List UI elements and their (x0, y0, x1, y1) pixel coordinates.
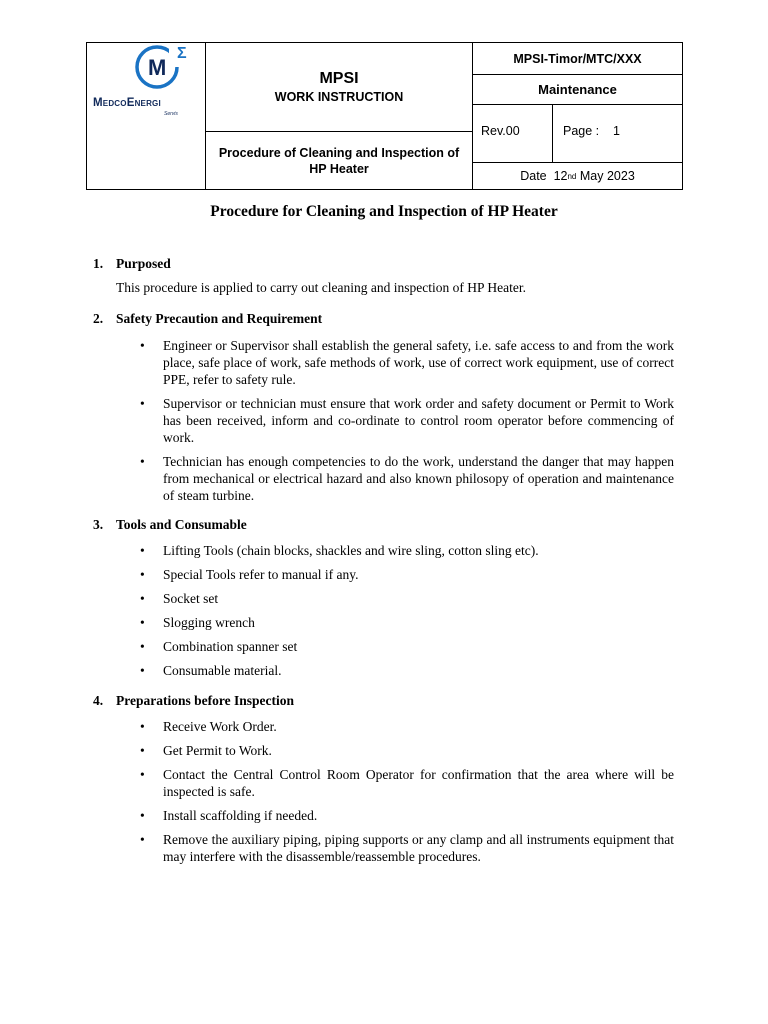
list-item: • Combination spanner set (140, 638, 674, 655)
list-item: • Contact the Central Control Room Operator for confirmation that the area where will be inspected is safe. (140, 766, 674, 800)
section-title: Preparations before Inspection (116, 693, 294, 708)
list-item: • Special Tools refer to manual if any. (140, 566, 674, 583)
section-4-heading (93, 693, 294, 709)
svg-text:M: M (148, 55, 167, 80)
svg-text:Σ: Σ (177, 45, 187, 62)
date-day: 12 (553, 169, 568, 183)
section-number: 1. (93, 256, 104, 271)
list-item: • Receive Work Order. (140, 718, 674, 735)
section-2-list (140, 337, 674, 504)
section-title: Tools and Consumable (116, 517, 247, 532)
list-item: • Socket set (140, 590, 674, 607)
section-1-text: This procedure is applied to carry out cleaning and inspection of HP Heater. (116, 280, 526, 295)
section-2-heading (93, 311, 322, 327)
department: Maintenance (473, 75, 682, 105)
section-title: Purposed (116, 256, 171, 271)
logo-name: MedcoEnergi (93, 97, 161, 109)
section-1-heading (93, 256, 171, 272)
medcoenergi-logo-icon (131, 43, 201, 93)
document-header (86, 42, 683, 190)
section-3-list (140, 542, 674, 679)
list-item: • Install scaffolding if needed. (140, 807, 674, 824)
date-label: Date (520, 169, 547, 183)
document-title: Procedure for Cleaning and Inspection of HP Heater (210, 203, 558, 220)
list-item: • Engineer or Supervisor shall establish the general safety, i.e. safe access to and from the work place, safe place of work, safe methods of work, use of correct work equipment, use of correct PPE, refer to safety rule. (140, 337, 674, 388)
date (473, 163, 682, 189)
title-cell (206, 43, 473, 132)
section-number: 4. (93, 693, 104, 708)
list-item: • Get Permit to Work. (140, 742, 674, 759)
section-4-list (140, 718, 674, 865)
list-item: • Technician has enough competencies to do the work, understand the danger that may happen from mechanical or electrical hazard and also known philosopy of operation and maintenance of steam turbine. (140, 453, 674, 504)
page-info (553, 105, 682, 163)
page-label: Page : (563, 124, 600, 138)
section-number: 3. (93, 517, 104, 532)
logo-cell (87, 43, 206, 189)
date-month-year: May 2023 (579, 169, 635, 183)
list-item: • Consumable material. (140, 662, 674, 679)
logo-subtitle: Servis (164, 111, 178, 117)
list-item: • Supervisor or technician must ensure that work order and safety document or Permit to Work has been received, inform and co-ordinate to control room operator before commencing of work. (140, 395, 674, 446)
list-item: • Remove the auxiliary piping, piping supports or any clamp and all instruments equipment that may interfere with the disassemble/reassemble procedures. (140, 831, 674, 865)
date-suffix: nd (567, 171, 577, 181)
section-3-heading (93, 517, 247, 533)
procedure-name: Procedure of Cleaning and Inspection of HP Heater (206, 132, 473, 189)
page-number: 1 (613, 124, 620, 138)
section-number: 2. (93, 311, 104, 326)
list-item: • Slogging wrench (140, 614, 674, 631)
section-title: Safety Precaution and Requirement (116, 311, 323, 326)
list-item: • Lifting Tools (chain blocks, shackles and wire sling, cotton sling etc). (140, 542, 674, 559)
document-type: WORK INSTRUCTION (274, 90, 404, 104)
company-name: MPSI (319, 70, 359, 87)
revision: Rev.00 (473, 105, 553, 163)
document-code: MPSI-Timor/MTC/XXX (473, 43, 682, 75)
